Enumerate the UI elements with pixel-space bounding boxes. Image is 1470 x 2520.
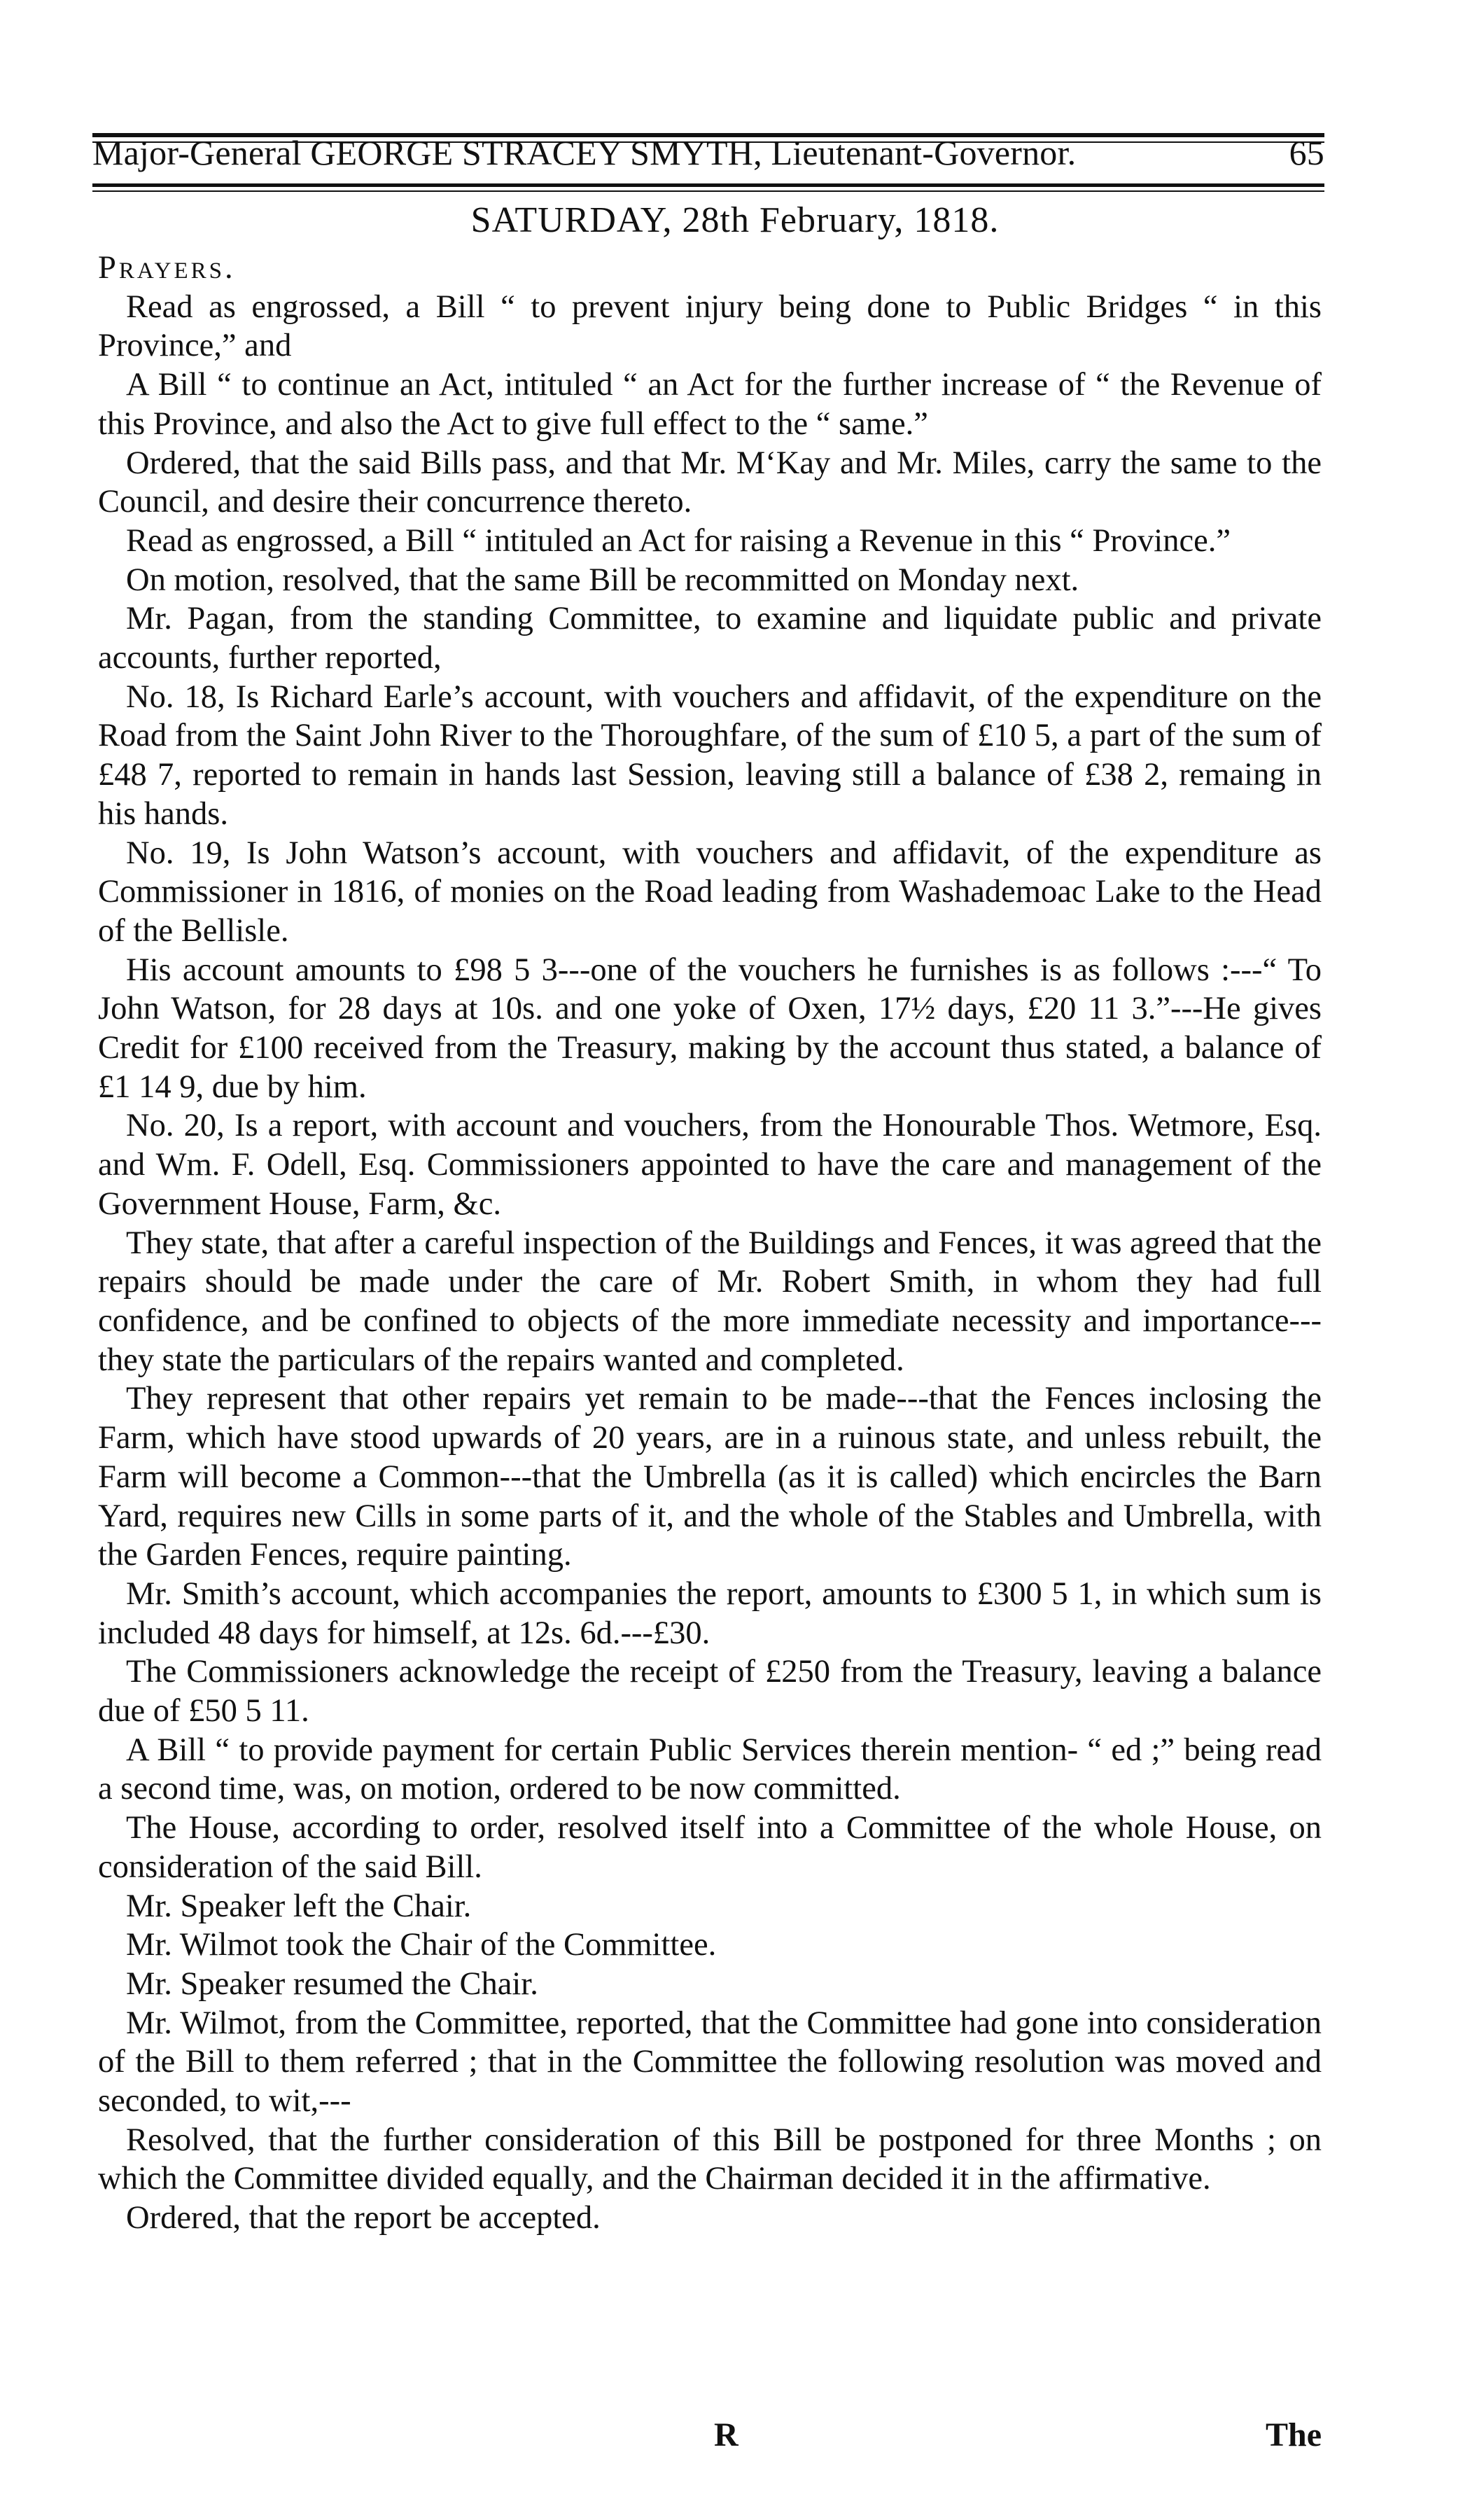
paragraph: They state, that after a careful inspection of the Buildings and Fences, it was agreed that the repairs should be made under the care of Mr. Robert Smith, in whom they had full confidence, and be confined to objects of the more immediate necessity and importance---they state the particulars of the repairs wanted and completed. [98,1225,1322,1378]
running-title: Major-General GEORGE STRACEY SMYTH, Lieutenant-Governor. [92,132,1077,172]
paragraph: Read as engrossed, a Bill “ to prevent injury being done to Public Bridges “ in this Province,” and [98,288,1322,364]
paragraph: They represent that other repairs yet remain to be made---that the Fences inclosing the Farm, which have stood upwards of 20 years, are in a ruinous state, and unless rebuilt, the Farm will become a Common---that the Umbrella (as it is called) which encircles the Barn Yard, requires new Cills in some parts of it, and the whole of the Stables and Umbrella, with the Garden Fences, require painting. [98,1381,1322,1573]
paragraph: No. 20, Is a report, with account and vouchers, from the Honourable Thos. Wetmore, Esq. and Wm. F. Odell, Esq. Commissioners appointed to have the care and management of the Government House, Farm, &c. [98,1108,1322,1222]
paragraph: Resolved, that the further consideration of this Bill be postponed for three Months ; on which the Committee divided equally, and the Chairman decided it in the affirmative. [98,2122,1322,2197]
paragraph: Mr. Speaker resumed the Chair. [126,1965,538,2002]
paragraph: No. 19, Is John Watson’s account, with vouchers and affidavit, of the expenditure as Commissioner in 1816, of monies on the Road leading from Washademoac Lake to the Head of the Bellisle. [98,835,1322,949]
paragraph: Mr. Wilmot took the Chair of the Committee. [126,1927,717,1963]
paragraph: A Bill “ to continue an Act, intituled “ an Act for the further increase of “ the Revenue of this Province, and also the Act to give full effect to the “ same.” [98,367,1322,442]
paragraph: No. 18, Is Richard Earle’s account, with vouchers and affidavit, of the expenditure on the Road from the Saint John River to the Thoroughfare, of the sum of £10 5, a part of the sum of £48 7, reported to remain in hands last Session, leaving still a balance of £38 2, remaing in his hands. [98,678,1322,832]
paragraph: Mr. Smith’s account, which accompanies the report, amounts to £300 5 1, in which sum is included 48 days for himself, at 12s. 6d.---£30. [98,1575,1322,1651]
paragraph: The Commissioners acknowledge the receipt of £250 from the Treasury, leaving a balance due of £50 5 11. [98,1654,1322,1729]
page-footer [98,2416,1322,2458]
date-heading: SATURDAY, 28th February, 1818. [470,200,1000,240]
paragraph: His account amounts to £98 5 3---one of the vouchers he furnishes is as follows :---“ To John Watson, for 28 days at 10s. and one yoke of Oxen, 17½ days, £20 11 3.”---He gives Credit for £100 received from the Treasury, making by the account thus stated, a balance of £1 14 9, due by him. [98,952,1322,1105]
paragraph: Mr. Pagan, from the standing Committee, to examine and liquidate public and private accounts, further reported, [98,601,1322,676]
journal-body [98,249,1322,2238]
header-rule-bottom [92,183,1324,187]
signature-mark: R [714,2416,738,2453]
paragraph: Mr. Wilmot, from the Committee, reported, that the Committee had gone into consideration of the Bill to them referred ; that in the Committee the following resolution was moved and seconded, to wit,--- [98,2005,1322,2119]
paragraph: Ordered, that the report be accepted. [126,2200,601,2236]
page-number: 65 [1289,132,1324,172]
running-header [92,119,1324,186]
paragraph: Mr. Speaker left the Chair. [126,1888,472,1924]
paragraph: Ordered, that the said Bills pass, and that Mr. M‘Kay and Mr. Miles, carry the same to the Council, and desire their concurrence thereto. [98,445,1322,520]
header-rule-bottom-thin [92,190,1324,192]
paragraph: The House, according to order, resolved itself into a Committee of the whole House, on consideration of the said Bill. [98,1810,1322,1885]
paragraph: On motion, resolved, that the same Bill be recommitted on Monday next. [126,562,1079,598]
catchword: The [1265,2416,1322,2453]
paragraph: A Bill “ to provide payment for certain Public Services therein mention- “ ed ;” being read a second time, was, on motion, ordered to be now committed. [98,1732,1322,1807]
paragraph: Read as engrossed, a Bill “ intituled an Act for raising a Revenue in this “ Province.” [126,522,1231,559]
prayers-heading: Prayers. [98,250,236,286]
